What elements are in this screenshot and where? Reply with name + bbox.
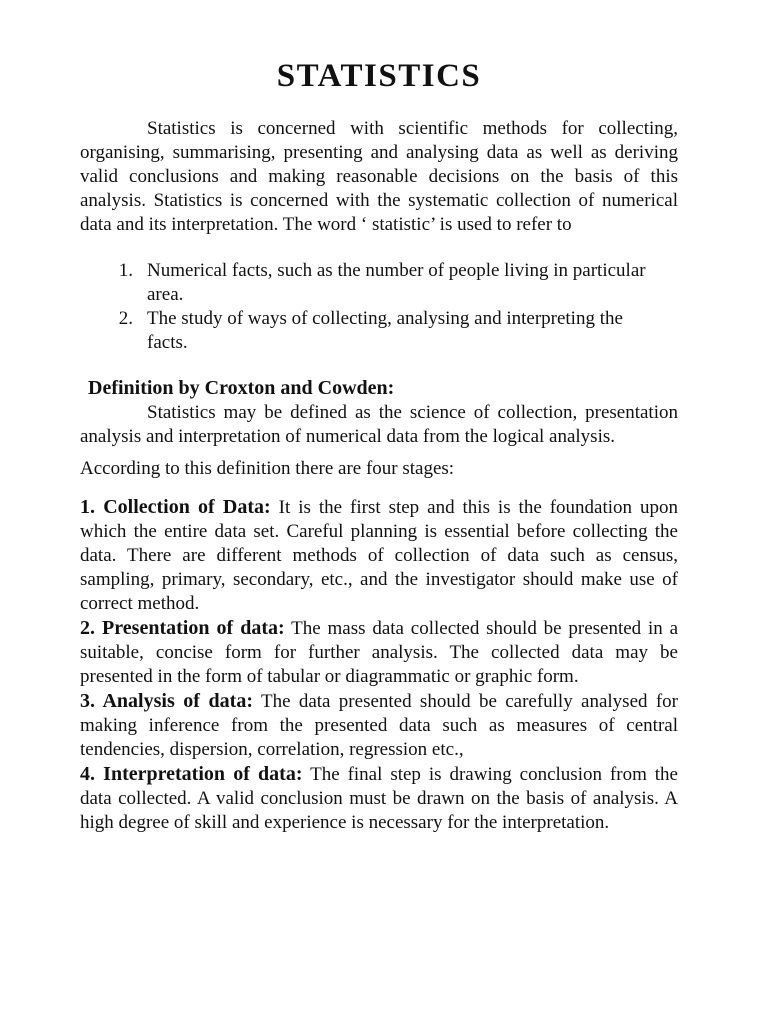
stages-intro: According to this definition there are four stages: (80, 458, 455, 479)
stage-collection (80, 495, 678, 616)
stage-text: The mass data collected should be presented in a suitable, concise form for further analysis. The collected data may be presented in the form of tabular or diagrammatic or graphic form. (80, 618, 679, 687)
definition-heading: Definition by Croxton and Cowden: (88, 377, 395, 399)
intro-paragraph: Statistics is concerned with scientific methods for collecting, organising, summarising, presenting and analysing data as well as deriving valid conclusions and making reasonable decisions on the basis of this analysis. Statistics is concerned with the systematic collection of numerical data and its interpretation. The word ‘ statistic’ is used to refer to (80, 118, 678, 235)
list-item (80, 307, 678, 355)
list-item-text: The study of ways of collecting, analysing and interpreting the facts. (147, 308, 623, 353)
definition-paragraph: Statistics may be defined as the science of collection, presentation analysis and interpretation of numerical data from the logical analysis. (80, 402, 678, 447)
stage-heading: 2. Presentation of data: (80, 617, 285, 639)
list-item (80, 259, 678, 307)
page-title: STATISTICS (276, 58, 482, 94)
stage-heading: 4. Interpretation of data: (80, 763, 303, 785)
list-item-number: 2. (118, 308, 133, 329)
stage-interpretation (80, 762, 678, 835)
stage-text: The data presented should be carefully analysed for making inference from the presented data such as measures of central tendencies, dispersion, correlation, regression etc., (80, 691, 678, 760)
list-item-number: 1. (118, 260, 133, 281)
stage-text: The final step is drawing conclusion from the data collected. A valid conclusion must be drawn on the basis of analysis. A high degree of skill and experience is necessary for the interpretation. (80, 764, 678, 833)
list-item-text: Numerical facts, such as the number of people living in particular area. (147, 260, 646, 305)
stage-text: It is the first step and this is the foundation upon which the entire data set. Careful planning is essential before collecting the data. There are different methods of collection of data such as census, sampling, primary, secondary, etc., and the investigator should make use of correct method. (80, 497, 679, 614)
stage-analysis (80, 689, 678, 762)
stage-presentation (80, 616, 678, 689)
stage-heading: 3. Analysis of data: (80, 690, 253, 712)
stage-heading: 1. Collection of Data: (80, 496, 271, 518)
definition-list (80, 259, 678, 355)
